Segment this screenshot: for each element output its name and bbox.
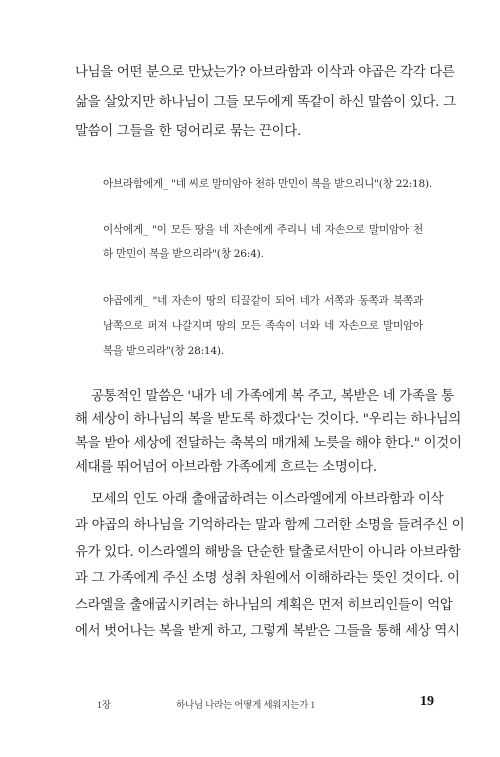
footer-chapter-label: 1장	[97, 701, 111, 711]
quote-isaac-line-2: 하 만민이 복을 받으리라"(창 26:4).	[103, 248, 264, 260]
paragraph-2-line-1: 공통적인 말씀은 '내가 네 가족에게 복 주고, 복받은 네 가족을 통	[91, 389, 454, 404]
paragraph-3-line-6: 에서 벗어나는 복을 받게 하고, 그렇게 복받은 그들을 통해 세상 역시	[75, 624, 460, 639]
paragraph-1-line-3: 말씀이 그들을 한 덩어리로 묶는 끈이다.	[75, 124, 301, 139]
paragraph-3-line-1: 모세의 인도 아래 출애굽하려는 이스라엘에게 아브라함과 이삭	[91, 492, 444, 507]
quote-jacob-line-2: 남쪽으로 퍼져 나갈지며 땅의 모든 족속이 너와 네 자손으로 말미암아	[103, 320, 423, 332]
quote-isaac-line-1: 이삭에게_ "이 모든 땅을 네 자손에게 주리니 네 자손으로 말미암아 천	[103, 224, 423, 236]
quote-jacob-line-3: 복을 받으리라"(창 28:14).	[103, 345, 224, 357]
paragraph-2-line-3: 복을 받아 세상에 전달하는 축복의 매개체 노릇을 해야 한다." 이것이	[75, 436, 462, 451]
page-footer	[0, 694, 500, 714]
footer-page-number: 19	[420, 694, 434, 709]
paragraph-3-line-4: 과 그 가족에게 주신 소명 성취 차원에서 이해하라는 뜻인 것이다. 이	[75, 571, 460, 586]
paragraph-3-line-2: 과 야곱의 하나님을 기억하라는 말과 함께 그러한 소명을 들려주신 이	[75, 518, 465, 533]
paragraph-1-line-1: 나님을 어떤 분으로 만났는가? 아브라함과 이삭과 야곱은 각각 다른	[75, 65, 455, 80]
paragraph-3-line-5: 스라엘을 출애굽시키려는 하나님의 계획은 먼저 히브리인들이 억압	[75, 598, 453, 613]
footer-book-title: 하나님 나라는 어떻게 세워지는가 1	[176, 701, 315, 711]
paragraph-3-line-3: 유가 있다. 이스라엘의 해방을 단순한 탈출로서만이 아니라 아브라함	[75, 545, 461, 560]
paragraph-2-line-2: 해 세상이 하나님의 복을 받도록 하겠다'는 것이다. "우리는 하나님의	[75, 412, 462, 427]
quote-abraham-line-1: 아브라함에게_ "네 씨로 말미암아 천하 만민이 복을 받으리니"(창 22:18).	[103, 178, 432, 190]
paragraph-2-line-4: 세대를 뛰어넘어 아브라함 가족에게 흐르는 소명이다.	[75, 460, 377, 475]
paragraph-1-line-2: 삶을 살았지만 하나님이 그들 모두에게 똑같이 하신 말씀이 있다. 그	[75, 95, 456, 110]
quote-jacob-line-1: 야곱에게_ "네 자손이 땅의 티끌같이 되어 네가 서쪽과 동쪽과 북쪽과	[103, 295, 423, 307]
